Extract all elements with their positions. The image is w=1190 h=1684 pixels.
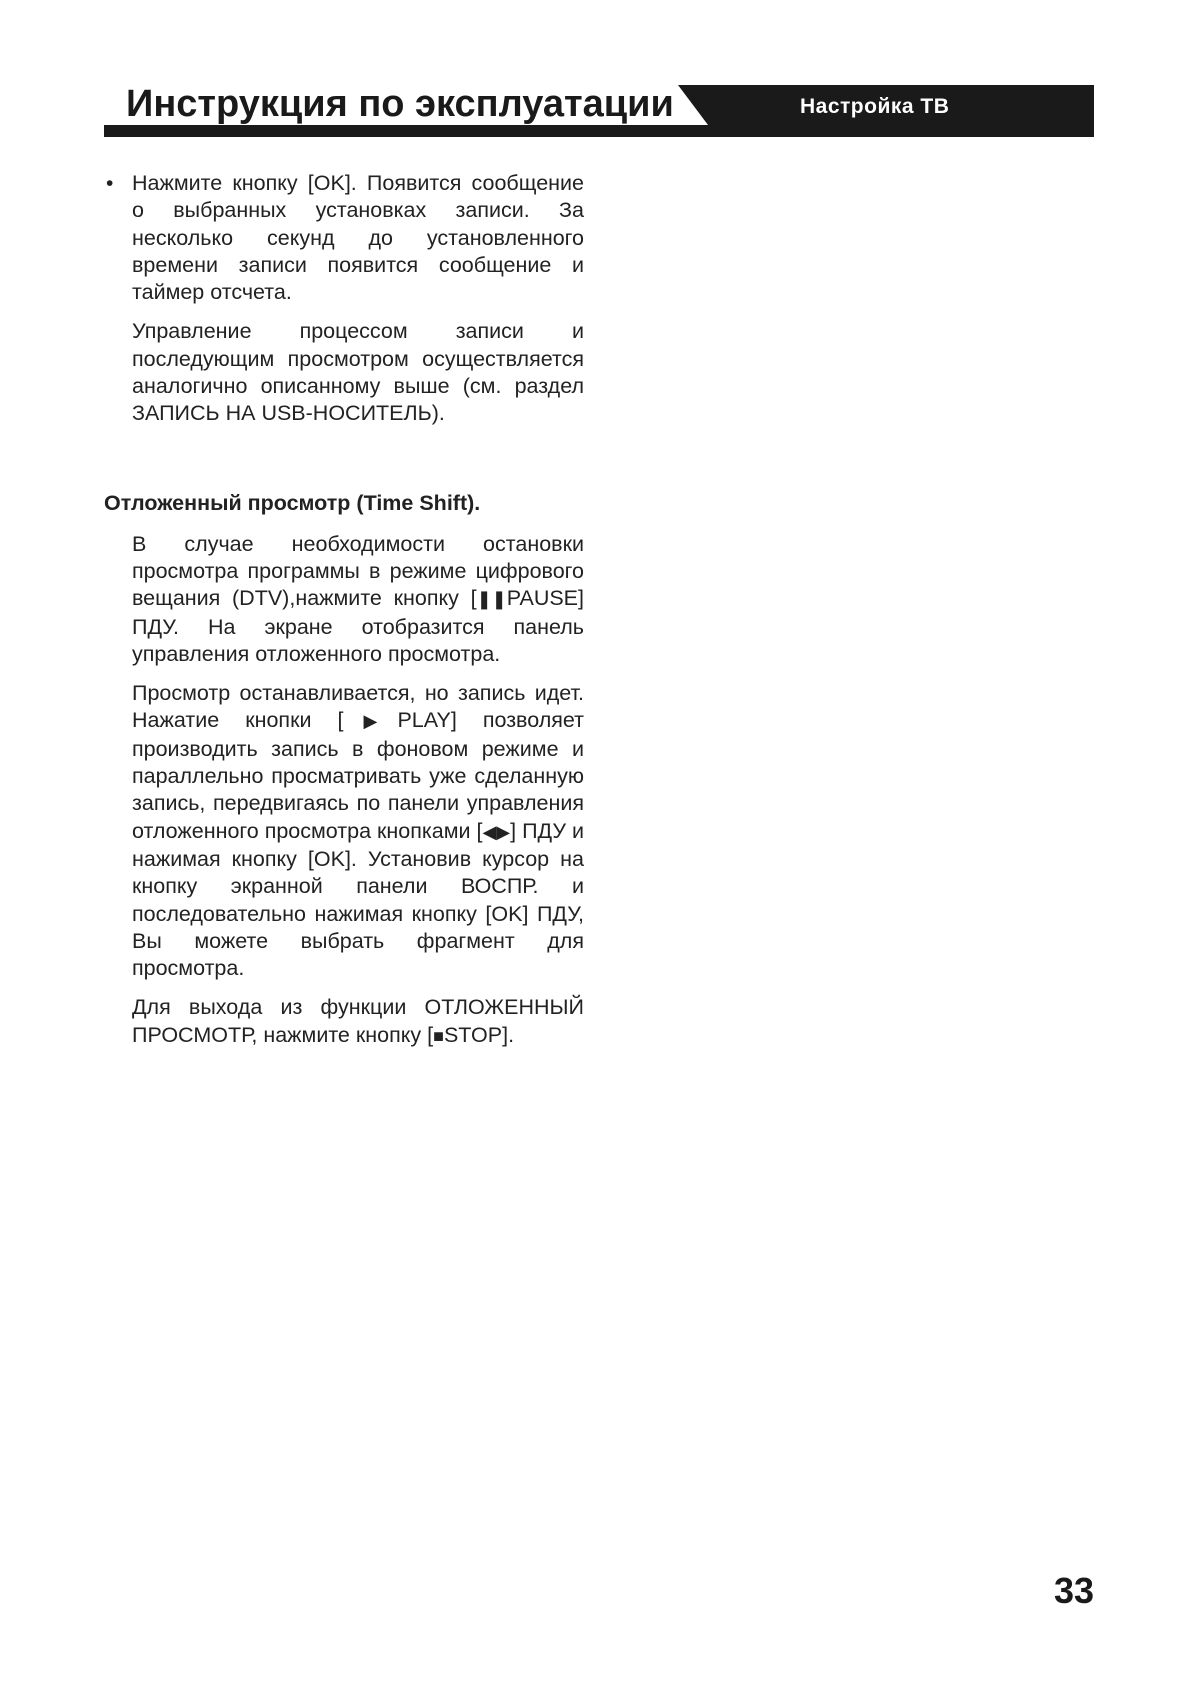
recording-control-paragraph: Управление процессом записи и последующим просмотром осуществляется аналогично описанному выше (см. раздел ЗАПИСЬ НА USB-НОСИТЕЛЬ).	[132, 319, 584, 426]
timeshift-p2-text-b: PLAY] позволяет производить запись в фоновом режиме и параллельно просматривать уже сделанную запись, передвигаясь по панели управления отложенного просмотра кнопками [	[132, 708, 584, 843]
timeshift-paragraph-3-block	[104, 994, 584, 1050]
timeshift-p3-text-a: Для выхода из функции ОТЛОЖЕННЫЙ ПРОСМОТР, нажмите кнопку [	[132, 995, 584, 1047]
bullet-paragraph: Нажмите кнопку [OK]. Появится сообщение о выбранных установках записи. За несколько секунд до установленного времени записи появится сообщение и таймер отсчета.	[132, 171, 584, 305]
pause-icon: ❚❚	[476, 589, 507, 610]
timeshift-heading: Отложенный просмотр (Time Shift).	[104, 490, 481, 515]
timeshift-p2-text-c: ] ПДУ и нажимая кнопку [OK]. Установив курсор на кнопку экранной панели ВОСПР. и последовательно нажимая кнопку [OK] ПДУ, Вы можете выбрать фрагмент для просмотра.	[132, 818, 584, 981]
left-right-arrows-icon: ◀▶	[482, 821, 511, 842]
timeshift-p1-text-b: PAUSE] ПДУ. На экране отобразится панель управления отложенного просмотра.	[132, 586, 584, 666]
stop-icon: ■	[433, 1025, 444, 1046]
intro-paragraph-block	[104, 318, 584, 427]
section-tab-label: Настройка ТВ	[800, 95, 950, 118]
main-content	[104, 170, 584, 1062]
timeshift-paragraph-1	[132, 531, 584, 668]
timeshift-paragraph-2-block	[104, 680, 584, 982]
timeshift-p2-text-a: Просмотр останавливается, но запись идет. Нажатие кнопки [	[132, 681, 584, 733]
bullet-item	[104, 170, 584, 306]
bullet-icon: •	[106, 172, 114, 195]
timeshift-paragraph-2	[132, 680, 584, 982]
timeshift-paragraph-3	[132, 994, 584, 1050]
play-icon: ▶	[343, 711, 398, 732]
page-header	[104, 83, 1094, 137]
timeshift-p3-text-b: STOP].	[443, 1022, 515, 1047]
timeshift-paragraph-1-block	[104, 531, 584, 668]
manual-title: Инструкция по эксплуатации	[126, 83, 674, 125]
timeshift-p1-text-a: В случае необходимости остановки просмотра программы в режиме цифрового вещания (DTV),нажмите кнопку [	[132, 531, 584, 611]
page-number: 33	[1053, 1570, 1094, 1611]
